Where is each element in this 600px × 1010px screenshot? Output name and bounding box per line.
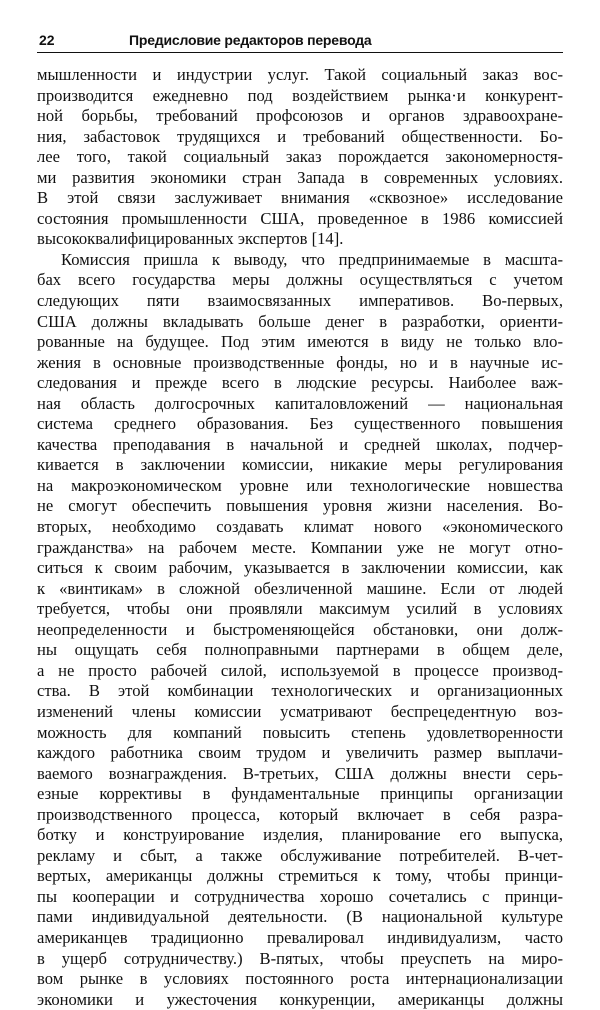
text-line: рекламу и сбыт, а также обслуживание потребителей. В-чет- (37, 845, 563, 865)
text-line: ной борьбы, требований профсоюзов и органов здравоохране- (37, 106, 563, 126)
text-line: неопределенности и быстроменяющейся обстановки, они долж- (37, 619, 563, 639)
text-line: к «винтикам» в сложной обезличенной машине. Если от людей (37, 578, 563, 598)
text-line: в ущерб сотрудничеству.) В-пятых, чтобы преуспеть на миро- (37, 948, 563, 968)
text-line: производственного процесса, который включает в себя разра- (37, 804, 563, 824)
text-line: состояния промышленности США, проведенное в 1986 комиссией (37, 208, 563, 228)
text-line: пами индивидуальной деятельности. (В национальной культуре (37, 907, 563, 927)
text-line: ны ощущать себя полноправными партнерами в общем деле, (37, 640, 563, 660)
text-line: не смогут обеспечить повышения уровня жизни населения. Во- (37, 496, 563, 516)
text-line: высококвалифицированных экспертов [14]. (37, 229, 344, 249)
text-line: бах всего государства меры должны осуществляться с учетом (37, 270, 563, 290)
text-line: лее того, такой социальный заказ порождается закономерностя- (37, 147, 563, 167)
text-line: американцев традиционно превалировал индивидуализм, часто (37, 927, 563, 947)
text-line: следования и прежде всего в людские ресурсы. Наиболее важ- (37, 373, 563, 393)
text-line: ная область долгосрочных капиталовложений — национальная (37, 393, 563, 413)
text-line: ситься к своим рабочим, указывается в заключении комиссии, как (37, 558, 563, 578)
page-number: 22 (39, 32, 55, 48)
text-line: рованные на будущее. Под этим имеются в виду не только вло- (37, 332, 563, 352)
text-line: система среднего образования. Без существенного повышения (37, 414, 563, 434)
running-title: Предисловие редакторов перевода (129, 32, 372, 48)
body-text (37, 65, 563, 1010)
text-line: мышленности и индустрии услуг. Такой социальный заказ вос- (37, 65, 563, 84)
text-line: качества преподавания в начальной и средней школах, подчер- (37, 434, 563, 454)
text-line: кивается в заключении комиссии, никакие меры регулирования (37, 455, 563, 475)
text-line: Комиссия пришла к выводу, что предпринимаемые в масшта- (61, 249, 563, 269)
text-line: ния, забастовок трудящихся и требований общественности. Бо- (37, 126, 563, 146)
text-line: можность для компаний повысить степень удовлетворенности (37, 722, 563, 742)
text-line: гражданства» на рабочем месте. Компании уже не могут отно- (37, 537, 563, 557)
text-line: В этой связи заслуживает внимания «сквозное» исследование (37, 188, 563, 208)
text-line: ботку и конструирование изделия, планирование его выпуска, (37, 825, 563, 845)
text-line: на макроэкономическом уровне или технологические новшества (37, 475, 563, 495)
text-line: производится ежедневно под воздействием рынка·и конкурент- (37, 85, 563, 105)
text-line: вертых, американцы должны стремиться к тому, чтобы принци- (37, 866, 563, 886)
text-line: а не просто рабочей силой, используемой в процессе производ- (37, 660, 563, 680)
text-line: следующих пяти взаимосвязанных императивов. Во-первых, (37, 291, 563, 311)
running-header (37, 30, 563, 53)
text-line: экономики и ужесточения конкуренции, американцы должны (37, 989, 563, 1009)
text-line: изменений члены комиссии усматривают беспрецедентную воз- (37, 701, 563, 721)
text-line: езные коррективы в фундаментальные принципы организации (37, 784, 563, 804)
text-line: ства. В этой комбинации технологических и организационных (37, 681, 563, 701)
text-line: пы кооперации и сотрудничества хорошо сочетались с принци- (37, 886, 563, 906)
text-line: ваемого вознаграждения. В-третьих, США должны внести серь- (37, 763, 563, 783)
book-page (37, 30, 563, 1010)
text-line: США должны вкладывать больше денег в разработки, ориенти- (37, 311, 563, 331)
text-line: ми развития экономики стран Запада в современных условиях. (37, 167, 563, 187)
text-line: жения в основные производственные фонды, но и в научные ис- (37, 352, 563, 372)
text-line: вом рынке в условиях постоянного роста интернационализации (37, 969, 563, 989)
text-line: вторых, необходимо создавать климат нового «экономического (37, 517, 563, 537)
text-line: каждого работника своим трудом и увеличить размер выплачи- (37, 743, 563, 763)
text-line: требуется, чтобы они проявляли максимум усилий в условиях (37, 599, 563, 619)
